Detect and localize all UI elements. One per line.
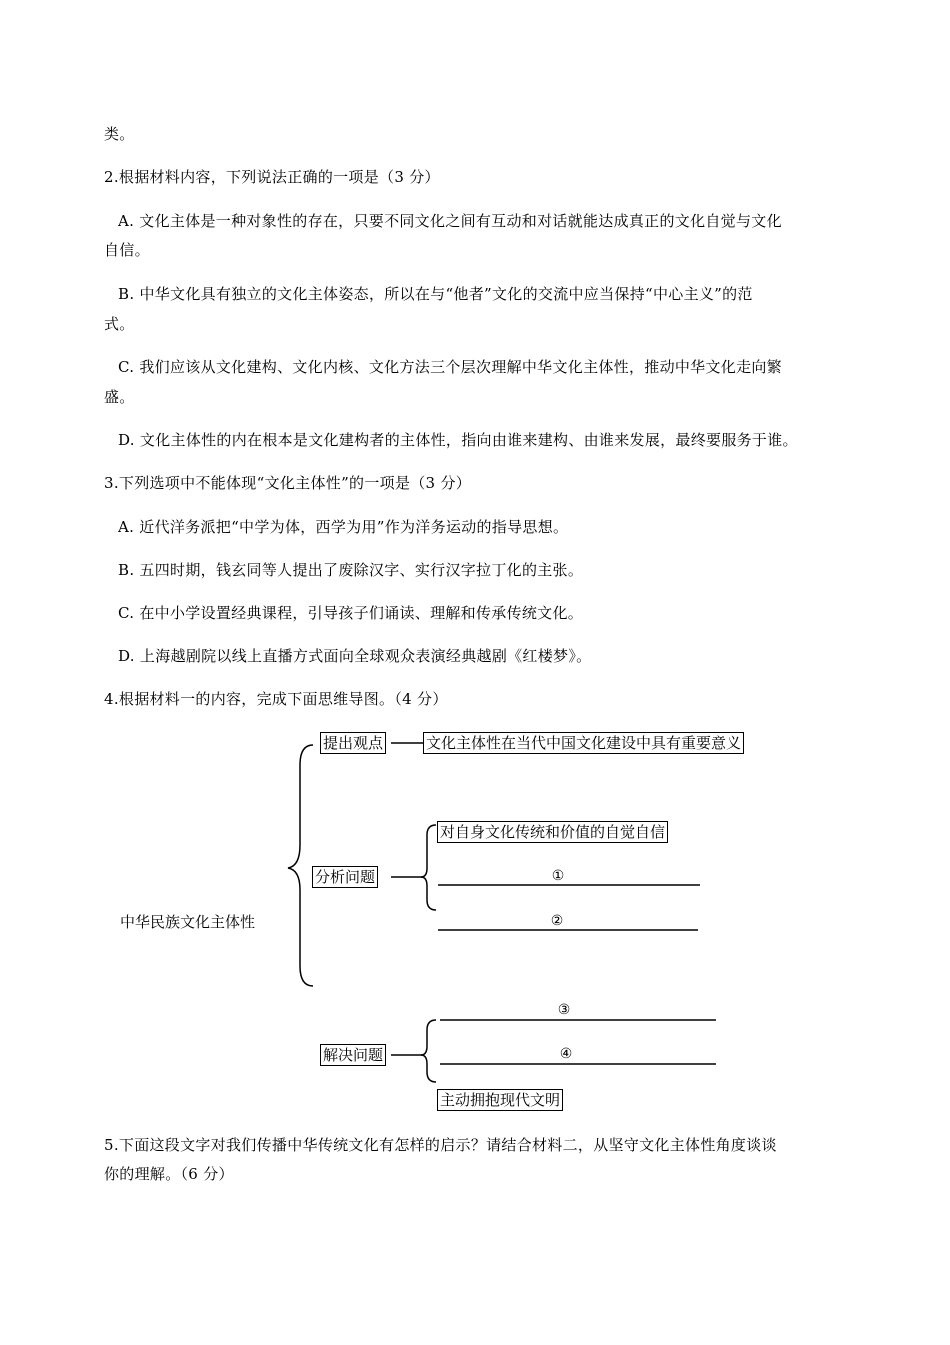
question-5-stem-cont: 你的理解。（6 分） <box>104 1165 234 1183</box>
q2-option-b: B. 中华文化具有独立的文化主体姿态，所以在与“他者”文化的交流中应当保持“中心主义”的范 <box>118 285 753 303</box>
blank-marker-3: ③ <box>557 1002 571 1018</box>
text-line: 类。 <box>104 125 135 143</box>
mindmap-root: 中华民族文化主体性 <box>120 913 256 931</box>
propose-label-box: 提出观点 <box>320 732 386 754</box>
q3-option-b: B. 五四时期，钱玄同等人提出了废除汉字、实行汉字拉丁化的主张。 <box>118 561 584 579</box>
question-5-stem: 5.下面这段文字对我们传播中华传统文化有怎样的启示？请结合材料二，从坚守文化主体性角度谈谈 <box>104 1136 777 1154</box>
q2-option-c: C. 我们应该从文化建构、文化内核、文化方法三个层次理解中华文化主体性，推动中华文化走向繁 <box>118 358 782 376</box>
main-brace <box>288 745 313 986</box>
q2-option-a-cont: 自信。 <box>104 241 150 259</box>
solve-item-box: 主动拥抱现代文明 <box>437 1089 563 1111</box>
blank-marker-4: ④ <box>559 1046 573 1062</box>
question-4-stem: 4.根据材料一的内容，完成下面思维导图。（4 分） <box>104 690 448 708</box>
blank-marker-2: ② <box>550 913 564 929</box>
solve-label-box: 解决问题 <box>320 1044 386 1066</box>
question-2-stem: 2.根据材料内容，下列说法正确的一项是（3 分） <box>104 168 440 186</box>
question-3-stem: 3.下列选项中不能体现“文化主体性”的一项是（3 分） <box>104 474 472 492</box>
q2-option-a: A. 文化主体是一种对象性的存在，只要不同文化之间有互动和对话就能达成真正的文化自觉与文化 <box>118 212 782 230</box>
analyze-item-box: 对自身文化传统和价值的自觉自信 <box>437 821 668 843</box>
q2-option-c-cont: 盛。 <box>104 388 135 406</box>
q3-option-d: D. 上海越剧院以线上直播方式面向全球观众表演经典越剧《红楼梦》。 <box>118 647 592 665</box>
blank-marker-1: ① <box>551 868 565 884</box>
analyze-brace <box>421 825 436 910</box>
q2-option-b-cont: 式。 <box>104 315 135 333</box>
propose-text-box: 文化主体性在当代中国文化建设中具有重要意义 <box>423 732 744 754</box>
q3-option-a: A. 近代洋务派把“中学为体，西学为用”作为洋务运动的指导思想。 <box>118 518 569 536</box>
q3-option-c: C. 在中小学设置经典课程，引导孩子们诵读、理解和传承传统文化。 <box>118 604 584 622</box>
solve-brace <box>421 1020 436 1082</box>
q2-option-d: D. 文化主体性的内在根本是文化建构者的主体性，指向由谁来建构、由谁来发展，最终要服务于谁。 <box>118 431 798 449</box>
analyze-label-box: 分析问题 <box>312 866 378 888</box>
